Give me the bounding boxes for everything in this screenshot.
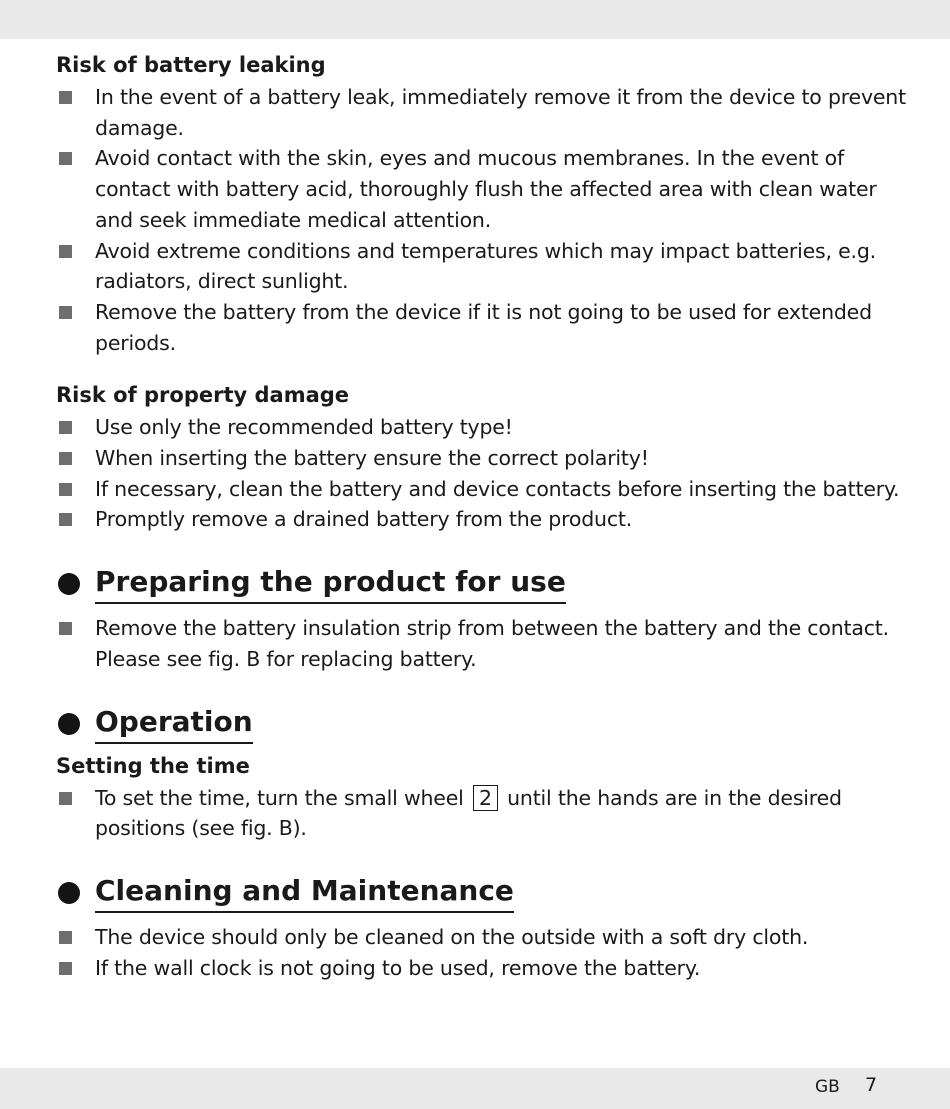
section-title-operation: Operation: [95, 703, 253, 744]
square-bullet-icon: [59, 962, 72, 975]
list-item: Promptly remove a drained battery from the product.: [56, 504, 906, 535]
list-item: In the event of a battery leak, immediately remove it from the device to prevent damage.: [56, 82, 906, 143]
footer-bar: [0, 1068, 950, 1109]
list-item: If the wall clock is not going to be used, remove the battery.: [56, 953, 906, 984]
section-title-cleaning: Cleaning and Maintenance: [95, 872, 514, 913]
list-item: Avoid contact with the skin, eyes and mucous membranes. In the event of contact with battery acid, thoroughly flush the affected area with clean water and seek immediate medical attention.: [56, 143, 906, 235]
list-cleaning: [56, 922, 906, 983]
section-header-preparing: [56, 563, 906, 609]
list-item: When inserting the battery ensure the correct polarity!: [56, 443, 906, 474]
top-bar: [0, 0, 950, 39]
list-preparing: [56, 613, 906, 674]
square-bullet-icon: [59, 306, 72, 319]
square-bullet-icon: [59, 245, 72, 258]
page-content: [56, 48, 906, 983]
heading-setting-time: Setting the time: [56, 753, 250, 778]
section-dot-icon: [58, 573, 80, 595]
section-title-preparing: Preparing the product for use: [95, 563, 566, 604]
square-bullet-icon: [59, 513, 72, 526]
list-operation: [56, 783, 906, 844]
heading-property-damage: Risk of property damage: [56, 383, 350, 408]
list-battery-leak: [56, 82, 906, 358]
section-header-operation: [56, 703, 906, 749]
list-item: To set the time, turn the small wheel 2 until the hands are in the desired positions (see fig. B).: [56, 783, 906, 844]
square-bullet-icon: [59, 931, 72, 944]
square-bullet-icon: [59, 622, 72, 635]
square-bullet-icon: [59, 452, 72, 465]
heading-battery-leak: Risk of battery leaking: [56, 53, 326, 77]
square-bullet-icon: [59, 91, 72, 104]
list-item: Use only the recommended battery type!: [56, 412, 906, 443]
reference-number-box: 2: [473, 785, 498, 811]
square-bullet-icon: [59, 421, 72, 434]
list-item: Avoid extreme conditions and temperatures which may impact batteries, e.g. radiators, direct sunlight.: [56, 236, 906, 297]
page-number: 7: [865, 1074, 878, 1096]
section-header-cleaning: [56, 872, 906, 918]
list-item: Remove the battery from the device if it is not going to be used for extended periods.: [56, 297, 906, 358]
footer-language: GB: [815, 1077, 840, 1097]
square-bullet-icon: [59, 792, 72, 805]
section-dot-icon: [58, 882, 80, 904]
list-property-damage: [56, 412, 906, 535]
square-bullet-icon: [59, 152, 72, 165]
list-item: The device should only be cleaned on the outside with a soft dry cloth.: [56, 922, 906, 953]
list-item: Remove the battery insulation strip from between the battery and the contact. Please see fig. B for replacing battery.: [56, 613, 906, 674]
section-dot-icon: [58, 713, 80, 735]
square-bullet-icon: [59, 483, 72, 496]
list-item: If necessary, clean the battery and device contacts before inserting the battery.: [56, 474, 906, 505]
